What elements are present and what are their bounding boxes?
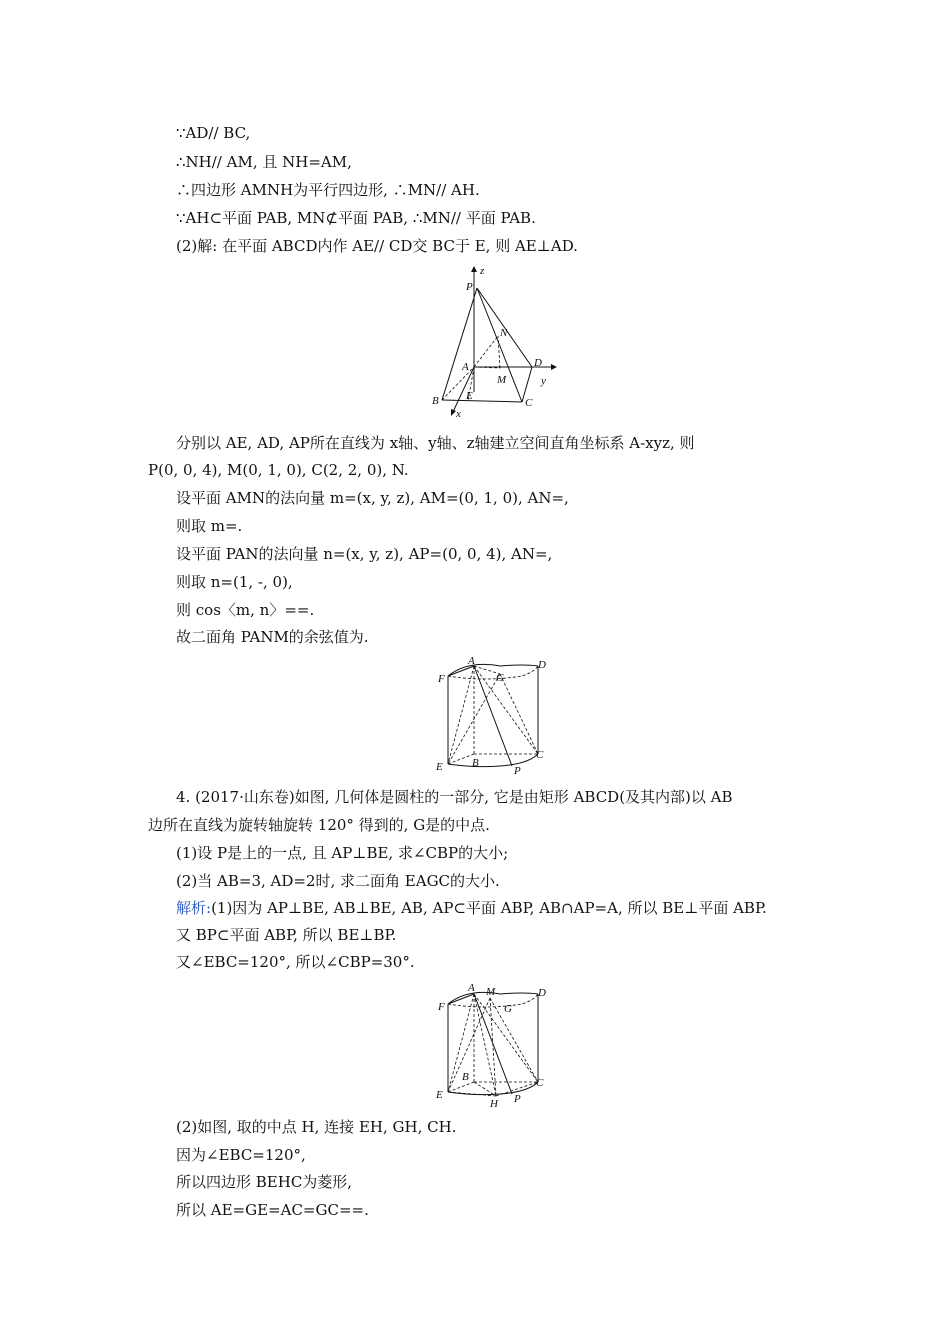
label-C: C: [536, 1077, 544, 1089]
label-B: B: [472, 757, 479, 769]
label-C: C: [525, 397, 533, 409]
analysis-text: (1)因为 AP⊥BE, AB⊥BE, AB, AP⊂平面 ABP, AB∩AP=A, 所以 BE⊥平面 ABP.: [211, 899, 767, 917]
text-line: [176, 898, 767, 918]
label-z: z: [480, 265, 485, 277]
text-line: 则取 n=(1, -, 0),: [176, 573, 293, 591]
text-line: 故二面角 PANM的余弦值为.: [176, 628, 369, 646]
text-line: 设平面 AMN的法向量 m=(x, y, z), AM=(0, 1, 0), AN=,: [176, 489, 569, 507]
text-line: 4. (2017·山东卷)如图, 几何体是圆柱的一部分, 它是由矩形 ABCD(及其内部)以 AB: [176, 788, 733, 806]
label-B: B: [462, 1071, 469, 1083]
label-A: A: [468, 655, 475, 667]
label-A: A: [462, 361, 469, 373]
label-D: D: [534, 357, 542, 369]
text-line: (2)解: 在平面 ABCD内作 AE// CD交 BC于 E, 则 AE⊥AD.: [176, 237, 578, 255]
label-D: D: [538, 987, 546, 999]
label-E: E: [466, 390, 473, 402]
label-E: E: [436, 761, 443, 773]
text-line: 则取 m=.: [176, 517, 243, 535]
text-line: 因为∠EBC=120°,: [176, 1146, 306, 1164]
text-line: 又 BP⊂平面 ABP, 所以 BE⊥BP.: [176, 926, 397, 944]
label-P: P: [514, 765, 521, 777]
label-D: D: [538, 659, 546, 671]
text-line: (2)当 AB=3, AD=2时, 求二面角 EAGC的大小.: [176, 872, 500, 890]
label-E: E: [436, 1089, 443, 1101]
label-A: A: [468, 982, 475, 994]
label-y: y: [541, 375, 546, 387]
text-line: P(0, 0, 4), M(0, 1, 0), C(2, 2, 0), N.: [148, 461, 409, 479]
label-F: F: [438, 673, 445, 685]
text-line: 分别以 AE, AD, AP所在直线为 x轴、y轴、z轴建立空间直角坐标系 A-xyz, 则: [176, 434, 695, 452]
label-H: H: [490, 1098, 498, 1110]
analysis-label: 解析:: [176, 899, 212, 917]
text-line: ∴四边形 AMNH为平行四边形, ∴MN// AH.: [176, 181, 480, 199]
text-line: 所以 AE=GE=AC=GC==.: [176, 1201, 369, 1219]
text-line: (2)如图, 取的中点 H, 连接 EH, GH, CH.: [176, 1118, 457, 1136]
label-G: G: [496, 672, 504, 684]
text-line: 又∠EBC=120°, 所以∠CBP=30°.: [176, 953, 415, 971]
label-F: F: [438, 1001, 445, 1013]
text-line: ∵AD// BC,: [176, 124, 251, 142]
label-P: P: [514, 1093, 521, 1105]
text-line: ∵AH⊂平面 PAB, MN⊄平面 PAB, ∴MN// 平面 PAB.: [176, 209, 536, 227]
label-M: M: [486, 986, 496, 998]
text-line: (1)设 P是上的一点, 且 AP⊥BE, 求∠CBP的大小;: [176, 844, 509, 862]
label-M: M: [497, 374, 507, 386]
text-line: 边所在直线为旋转轴旋转 120° 得到的, G是的中点.: [148, 816, 490, 834]
cylinder-figure-1: [430, 654, 554, 778]
label-G: G: [504, 1003, 512, 1015]
label-N: N: [500, 327, 508, 339]
cylinder-figure-2: [430, 980, 554, 1110]
label-C: C: [536, 749, 544, 761]
pyramid-figure: [420, 262, 560, 422]
text-line: 则 cos〈m, n〉==.: [176, 601, 315, 619]
label-x: x: [456, 408, 461, 420]
label-B: B: [432, 395, 439, 407]
text-line: ∴NH// AM, 且 NH=AM,: [176, 153, 352, 171]
text-line: 所以四边形 BEHC为菱形,: [176, 1173, 353, 1191]
label-P: P: [466, 281, 473, 293]
text-line: 设平面 PAN的法向量 n=(x, y, z), AP=(0, 0, 4), AN=,: [176, 545, 553, 563]
